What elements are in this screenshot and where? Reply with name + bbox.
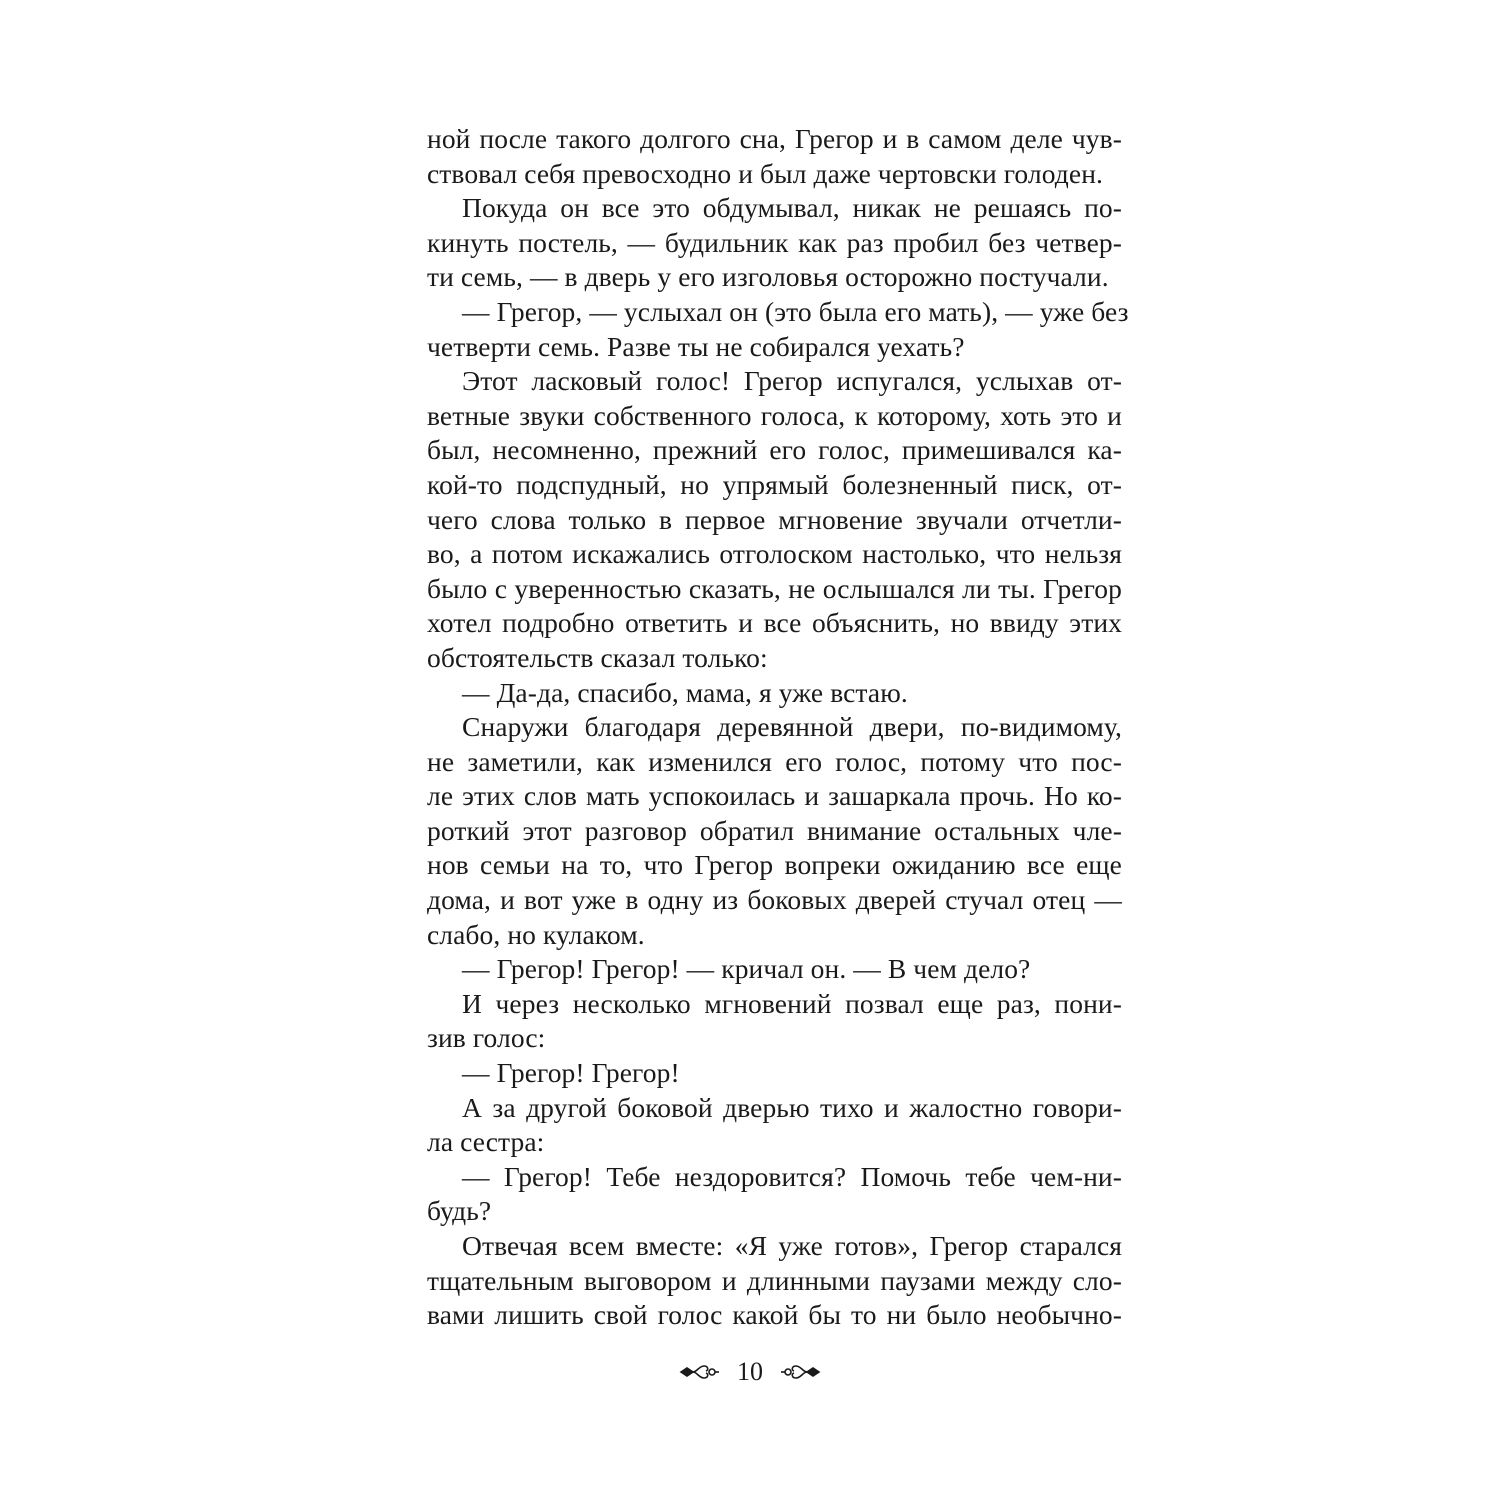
text-line: Снаружи благодаря деревянной двери, по-видимому, [462, 711, 1122, 743]
text-line: не заметили, как изменился его голос, потому что пос- [427, 745, 1122, 777]
text-line: — Грегор! Грегор! [462, 1057, 680, 1089]
page-footer [0, 1352, 1500, 1392]
text-line: был, несомненно, прежний его голос, примешивался ка- [427, 434, 1122, 466]
text-line: дома, и вот уже в одну из боковых дверей стучал отец — [427, 884, 1122, 916]
text-line: А за другой боковой дверью тихо и жалостно говори- [462, 1091, 1122, 1123]
text-line: И через несколько мгновений позвал еще раз, пони- [462, 987, 1122, 1019]
text-line: кой-то подспудный, но упрямый болезненный писк, от- [427, 468, 1122, 500]
text-line: ла сестра: [427, 1126, 545, 1158]
text-line: — Да-да, спасибо, мама, я уже встаю. [462, 676, 908, 708]
text-line: четверти семь. Разве ты не собирался уехать? [427, 330, 965, 362]
text-line: роткий этот разговор обратил внимание остальных чле- [427, 814, 1122, 846]
text-line: слабо, но кулаком. [427, 918, 645, 950]
text-line: вами лишить свой голос какой бы то ни было необычно- [427, 1299, 1122, 1331]
text-line: ти семь, — в дверь у его изголовья осторожно постучали. [427, 261, 1109, 293]
text-line: тщательным выговором и длинными паузами между сло- [427, 1264, 1122, 1296]
text-line: — Грегор, — услыхал он (это была его мать), — уже без [462, 295, 1129, 327]
text-line: ной после такого долгого сна, Грегор и в самом деле чув- [427, 123, 1122, 154]
text-line: будь? [427, 1195, 492, 1227]
text-line: зив голос: [427, 1022, 546, 1054]
text-line: обстоятельств сказал только: [427, 641, 768, 673]
right-fleuron-ornament-icon [779, 1360, 821, 1384]
text-line: — Грегор! Тебе нездоровится? Помочь тебе чем-ни- [462, 1160, 1122, 1192]
text-line: кинуть постель, — будильник как раз пробил без четвер- [427, 226, 1122, 258]
text-line: ствовал себя превосходно и был даже чертовски голоден. [427, 157, 1103, 189]
text-line: было с уверенностью сказать, не ослышался ли ты. Грегор [427, 572, 1122, 604]
text-line: чего слова только в первое мгновение звучали отчетли- [427, 503, 1122, 535]
page-body-text [427, 122, 1129, 1333]
left-fleuron-ornament-icon [679, 1360, 721, 1384]
text-line: Отвечая всем вместе: «Я уже готов», Грегор старался [462, 1230, 1122, 1261]
text-line: во, а потом искажались отголоском настолько, что нельзя [427, 538, 1122, 570]
text-line: хотел подробно ответить и все объяснить, но ввиду этих [427, 607, 1122, 639]
text-line: ветные звуки собственного голоса, к которому, хоть это и [427, 399, 1122, 431]
text-line: — Грегор! Грегор! — кричал он. — В чем дело? [462, 953, 1031, 985]
text-line: Покуда он все это обдумывал, никак не решаясь по- [462, 192, 1122, 224]
text-line: нов семьи на то, что Грегор вопреки ожиданию все еще [427, 849, 1122, 881]
page-number: 10 [737, 1357, 763, 1386]
text-line: ле этих слов мать успокоилась и зашаркала прочь. Но ко- [427, 780, 1122, 812]
text-line: Этот ласковый голос! Грегор испугался, услыхав от- [462, 365, 1122, 397]
